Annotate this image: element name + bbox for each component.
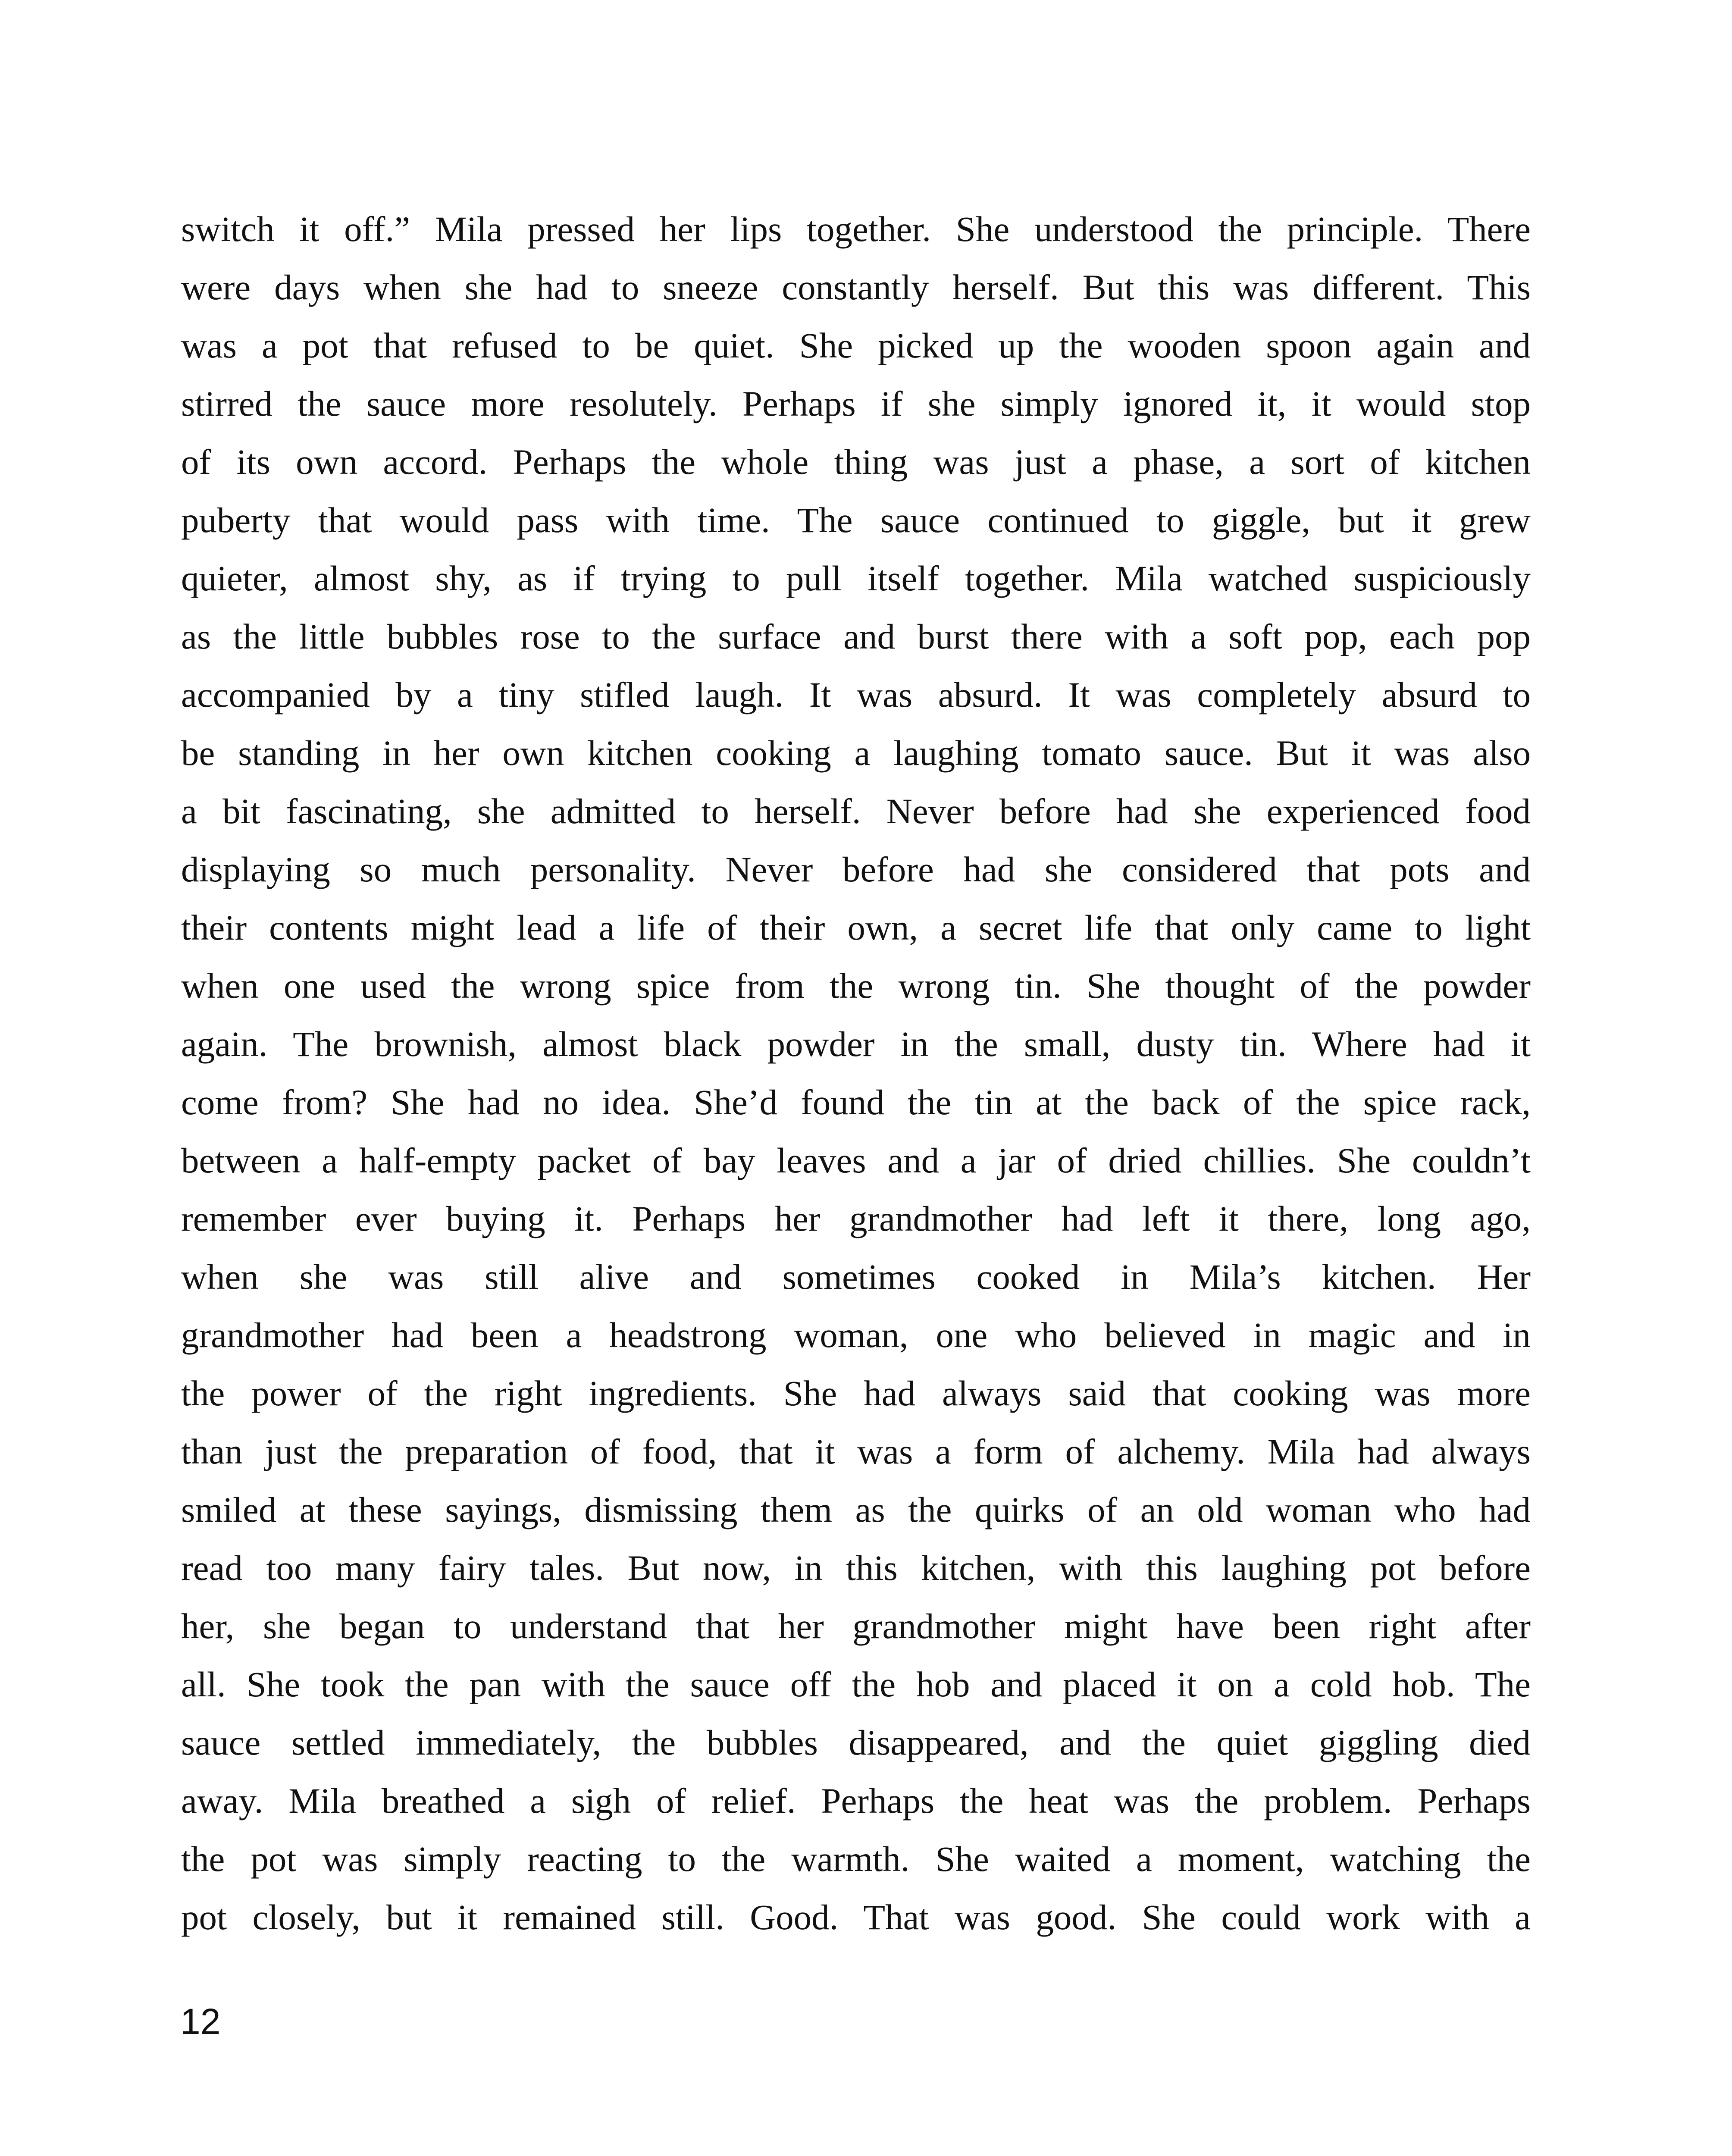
text-line: smiled at these sayings, dismissing them as the quirks of an old woman who had (181, 1490, 1531, 1529)
text-line: grandmother had been a headstrong woman, one who believed in magic and in (181, 1315, 1531, 1355)
text-line: be standing in her own kitchen cooking a laughing tomato sauce. But it was also (181, 733, 1531, 773)
text-line: puberty that would pass with time. The sauce continued to giggle, but it grew (181, 500, 1531, 540)
text-line: remember ever buying it. Perhaps her grandmother had left it there, long ago, (181, 1199, 1531, 1238)
text-line: a bit fascinating, she admitted to herself. Never before had she experienced food (181, 791, 1531, 831)
text-line: displaying so much personality. Never before had she considered that pots and (181, 849, 1531, 889)
text-line: read too many fairy tales. But now, in this kitchen, with this laughing pot before (181, 1548, 1531, 1588)
text-line: were days when she had to sneeze constantly herself. But this was different. This (181, 267, 1531, 307)
text-line: the power of the right ingredients. She had always said that cooking was more (181, 1373, 1531, 1413)
text-line: come from? She had no idea. She’d found the tin at the back of the spice rack, (181, 1082, 1531, 1122)
text-line: when she was still alive and sometimes cooked in Mila’s kitchen. Her (181, 1257, 1531, 1297)
text-line: as the little bubbles rose to the surface and burst there with a soft pop, each pop (181, 617, 1531, 656)
text-line: away. Mila breathed a sigh of relief. Perhaps the heat was the problem. Perhaps (181, 1781, 1531, 1821)
page-number: 12 (180, 2001, 221, 2042)
text-line: quieter, almost shy, as if trying to pull itself together. Mila watched suspiciously (181, 558, 1531, 598)
text-line: of its own accord. Perhaps the whole thing was just a phase, a sort of kitchen (181, 442, 1531, 482)
text-line: again. The brownish, almost black powder in the small, dusty tin. Where had it (181, 1024, 1531, 1064)
text-line: pot closely, but it remained still. Good. That was good. She could work with a (181, 1897, 1531, 1937)
text-line: her, she began to understand that her grandmother might have been right after (181, 1606, 1531, 1646)
text-line: than just the preparation of food, that it was a form of alchemy. Mila had always (181, 1432, 1531, 1471)
text-line: when one used the wrong spice from the wrong tin. She thought of the powder (181, 966, 1531, 1006)
text-line: between a half-empty packet of bay leaves and a jar of dried chillies. She couldn’t (181, 1141, 1531, 1180)
text-line: switch it off.” Mila pressed her lips together. She understood the principle. There (181, 209, 1531, 249)
text-line: sauce settled immediately, the bubbles disappeared, and the quiet giggling died (181, 1723, 1531, 1762)
text-line: all. She took the pan with the sauce off the hob and placed it on a cold hob. The (181, 1664, 1531, 1704)
text-line: accompanied by a tiny stifled laugh. It was absurd. It was completely absurd to (181, 675, 1531, 714)
text-line: stirred the sauce more resolutely. Perhaps if she simply ignored it, it would stop (181, 384, 1531, 423)
text-line: was a pot that refused to be quiet. She picked up the wooden spoon again and (181, 326, 1531, 365)
text-line: the pot was simply reacting to the warmth. She waited a moment, watching the (181, 1839, 1531, 1879)
body-paragraph (181, 200, 1531, 1946)
text-line: their contents might lead a life of their own, a secret life that only came to light (181, 908, 1531, 947)
